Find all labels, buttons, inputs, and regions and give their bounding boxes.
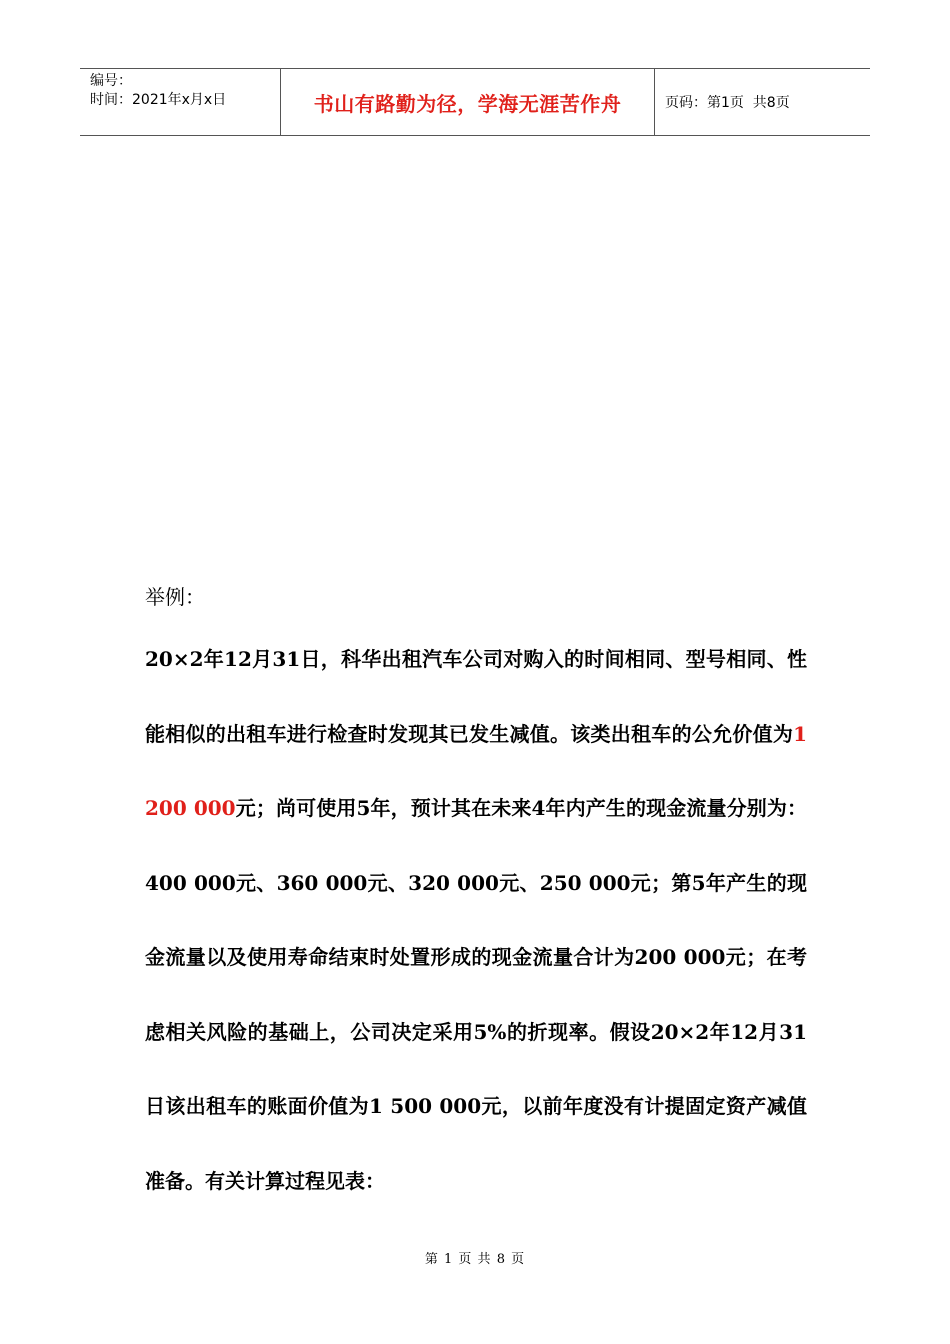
paragraph-text-1: 20×2年12月31日，科华出租汽车公司对购入的时间相同、型号相同、性能相似的出租车进行检查时发现其已发生减值。该类出租车的公允价值为 xyxy=(145,647,807,746)
example-paragraph xyxy=(145,622,807,1218)
example-heading: 举例： xyxy=(145,585,205,609)
page-footer: 第 1 页 共 8 页 xyxy=(424,1252,526,1267)
header-page-label: 页码：第1页 共8页 xyxy=(665,95,790,111)
document-time-label: 时间：2021年x月x日 xyxy=(90,92,227,108)
header-motto: 书山有路勤为径，学海无涯苦作舟 xyxy=(281,69,655,135)
header-page-info xyxy=(655,69,870,135)
fair-value-highlight: 1 200 000 xyxy=(145,721,807,820)
document-body xyxy=(145,572,807,1218)
page-header xyxy=(80,68,870,136)
paragraph-text-2: 元；尚可使用5年，预计其在未来4年内产生的现金流量分别为：400 000元、360 000元、320 000元、250 000元；第5年产生的现金流量以及使用寿命结束时处置形成的现金流量合计为200 000元；在考虑相关风险的基础上，公司决定采用5%的折现率。假设20×2年12月31日该出租车的账面价值为1 500 000元，以前年度没有计提固定资产减值准备。有关计算过程见表： xyxy=(145,796,807,1193)
document-number-label: 编号： xyxy=(90,73,132,89)
header-meta xyxy=(80,69,281,135)
